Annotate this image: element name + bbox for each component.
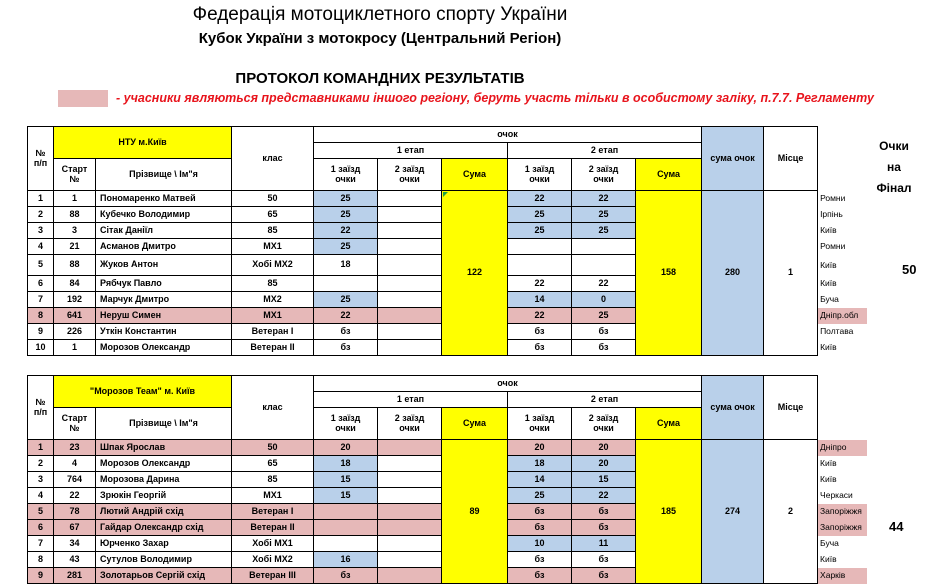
stage-2-race-2 bbox=[572, 239, 636, 255]
rider-class: MX1 bbox=[232, 488, 314, 504]
row-number: 9 bbox=[28, 568, 54, 584]
stage-2-race-2: 15 bbox=[572, 472, 636, 488]
rider-region: Запоріжжя bbox=[818, 504, 867, 520]
stage-1-race-1: 18 bbox=[314, 255, 378, 276]
rider-name: Жуков Антон bbox=[96, 255, 232, 276]
federation-title: Федерація мотоциклетного спорту України bbox=[192, 4, 568, 25]
col-place-header: Місце bbox=[764, 376, 818, 440]
stage-1-race-2 bbox=[378, 440, 442, 456]
team-name: НТУ м.Київ bbox=[54, 127, 232, 159]
row-number: 3 bbox=[28, 472, 54, 488]
final-points-header-text: Очки на Фінал bbox=[876, 139, 912, 195]
row-number: 8 bbox=[28, 308, 54, 324]
stage-2-sum-header: Сума bbox=[636, 159, 702, 191]
start-number: 84 bbox=[54, 276, 96, 292]
team-2-final-points: 44 bbox=[889, 519, 904, 534]
stage-1-sum: 89 bbox=[442, 440, 508, 584]
rider-class: 50 bbox=[232, 191, 314, 207]
rider-name: Лютий Андрій схід bbox=[96, 504, 232, 520]
stage-1-race-1-header: 1 заїзд очки bbox=[314, 159, 378, 191]
stage-2-race-2: 20 bbox=[572, 440, 636, 456]
stage-1-race-1 bbox=[314, 504, 378, 520]
rider-name: Марчук Дмитро bbox=[96, 292, 232, 308]
stage-1-race-1: 16 bbox=[314, 552, 378, 568]
stage-1-sum-header: Сума bbox=[442, 408, 508, 440]
stage-1-race-2 bbox=[378, 340, 442, 356]
rider-name: Золотарьов Сергій схід bbox=[96, 568, 232, 584]
row-number: 3 bbox=[28, 223, 54, 239]
stage-1-race-2 bbox=[378, 255, 442, 276]
rider-region: Ромни bbox=[820, 193, 846, 204]
stage-2-header: 2 етап bbox=[508, 392, 702, 408]
stage-2-race-1: бз bbox=[508, 552, 572, 568]
rider-class: 85 bbox=[232, 276, 314, 292]
stage-2-race-1: 22 bbox=[508, 308, 572, 324]
stage-2-race-2: 25 bbox=[572, 308, 636, 324]
rider-region: Буча bbox=[820, 294, 839, 305]
rider-class: 65 bbox=[232, 456, 314, 472]
rider-region: Запоріжжя bbox=[818, 520, 867, 536]
rider-class: Ветеран ІІ bbox=[232, 340, 314, 356]
rider-region: Ромни bbox=[820, 241, 846, 252]
stage-1-race-1: 25 bbox=[314, 239, 378, 255]
stage-2-race-2: бз bbox=[572, 504, 636, 520]
start-number: 281 bbox=[54, 568, 96, 584]
stage-2-race-1: 25 bbox=[508, 223, 572, 239]
stage-1-race-1 bbox=[314, 520, 378, 536]
start-number: 3 bbox=[54, 223, 96, 239]
stage-2-race-1: 22 bbox=[508, 191, 572, 207]
col-place-header: Місце bbox=[764, 127, 818, 191]
stage-1-race-1: 25 bbox=[314, 207, 378, 223]
rider-name: Сутулов Володимир bbox=[96, 552, 232, 568]
team-place: 2 bbox=[764, 440, 818, 584]
stage-2-race-2-header: 2 заїзд очки bbox=[572, 159, 636, 191]
stage-1-race-2 bbox=[378, 239, 442, 255]
stage-1-race-1: 22 bbox=[314, 223, 378, 239]
rider-name: Кубечко Володимир bbox=[96, 207, 232, 223]
rider-class: Ветеран І bbox=[232, 324, 314, 340]
stage-1-race-2 bbox=[378, 308, 442, 324]
stage-2-race-2: бз bbox=[572, 520, 636, 536]
stage-1-race-2-header: 2 заїзд очки bbox=[378, 159, 442, 191]
total-points: 280 bbox=[702, 191, 764, 356]
rider-region: Харків bbox=[818, 568, 867, 584]
stage-1-race-2 bbox=[378, 472, 442, 488]
start-number: 88 bbox=[54, 255, 96, 276]
stage-1-race-2 bbox=[378, 520, 442, 536]
legend-pink-swatch bbox=[58, 90, 108, 107]
team-table-1 bbox=[27, 126, 867, 356]
stage-2-race-1: бз bbox=[508, 520, 572, 536]
rider-region: Київ bbox=[820, 225, 837, 236]
stage-1-race-2 bbox=[378, 223, 442, 239]
rider-region: Дніпро bbox=[818, 440, 867, 456]
header-blank bbox=[818, 376, 867, 440]
stage-1-race-2 bbox=[378, 456, 442, 472]
start-number: 764 bbox=[54, 472, 96, 488]
rider-class: Ветеран І bbox=[232, 504, 314, 520]
rider-region: Ірпінь bbox=[820, 209, 843, 220]
row-number: 10 bbox=[28, 340, 54, 356]
rider-region: Полтава bbox=[820, 326, 854, 337]
start-number: 21 bbox=[54, 239, 96, 255]
final-points-header bbox=[862, 136, 926, 199]
team-table-2 bbox=[27, 375, 867, 584]
stage-2-race-1-header: 1 заїзд очки bbox=[508, 408, 572, 440]
stage-1-race-1: бз bbox=[314, 324, 378, 340]
rider-region: Київ bbox=[820, 474, 837, 485]
total-points: 274 bbox=[702, 440, 764, 584]
stage-2-sum: 158 bbox=[636, 191, 702, 356]
stage-1-race-1: бз bbox=[314, 568, 378, 584]
stage-2-race-2 bbox=[572, 255, 636, 276]
row-number: 7 bbox=[28, 292, 54, 308]
rider-name: Морозов Олександр bbox=[96, 340, 232, 356]
protocol-title: ПРОТОКОЛ КОМАНДНИХ РЕЗУЛЬТАТІВ bbox=[235, 70, 525, 87]
stage-2-race-1: бз bbox=[508, 324, 572, 340]
rider-name: Гайдар Олександр схід bbox=[96, 520, 232, 536]
cup-title: Кубок України з мотокросу (Центральний Регіон) bbox=[198, 30, 562, 47]
col-sum-points-header: сума очок bbox=[702, 127, 764, 191]
stage-1-race-2 bbox=[378, 504, 442, 520]
start-number: 78 bbox=[54, 504, 96, 520]
stage-2-sum-header: Сума bbox=[636, 408, 702, 440]
stage-1-race-2 bbox=[378, 488, 442, 504]
rider-name: Рябчук Павло bbox=[96, 276, 232, 292]
col-start-header: Старт № bbox=[54, 159, 96, 191]
stage-2-race-1: 20 bbox=[508, 440, 572, 456]
stage-1-race-2 bbox=[378, 276, 442, 292]
rider-class: 85 bbox=[232, 472, 314, 488]
stage-2-race-2: 22 bbox=[572, 276, 636, 292]
rider-name: Морозов Олександр bbox=[96, 456, 232, 472]
stage-2-race-1-header: 1 заїзд очки bbox=[508, 159, 572, 191]
col-no-header: № п/п bbox=[28, 127, 54, 191]
rider-name: Уткін Константин bbox=[96, 324, 232, 340]
stage-1-race-1-header: 1 заїзд очки bbox=[314, 408, 378, 440]
rider-name: Асманов Дмитро bbox=[96, 239, 232, 255]
start-number: 641 bbox=[54, 308, 96, 324]
stage-1-race-1 bbox=[314, 536, 378, 552]
rider-class: Хобі МХ1 bbox=[232, 536, 314, 552]
col-name-header: Прізвище \ Ім"я bbox=[96, 159, 232, 191]
stage-1-race-2 bbox=[378, 568, 442, 584]
stage-2-race-2: бз bbox=[572, 340, 636, 356]
stage-2-race-1: 14 bbox=[508, 292, 572, 308]
rider-name: Неруш Симен bbox=[96, 308, 232, 324]
stage-1-race-2 bbox=[378, 324, 442, 340]
rider-region: Київ bbox=[820, 259, 837, 270]
stage-1-header: 1 етап bbox=[314, 143, 508, 159]
stage-1-race-1: 22 bbox=[314, 308, 378, 324]
row-number: 2 bbox=[28, 456, 54, 472]
stage-1-race-2 bbox=[378, 552, 442, 568]
row-number: 8 bbox=[28, 552, 54, 568]
rider-class: Ветеран ІІІ bbox=[232, 568, 314, 584]
stage-1-sum-header: Сума bbox=[442, 159, 508, 191]
rider-class: Хобі МХ2 bbox=[232, 552, 314, 568]
stage-2-race-1: 25 bbox=[508, 207, 572, 223]
stage-2-race-1: бз bbox=[508, 504, 572, 520]
stage-2-race-2: 25 bbox=[572, 207, 636, 223]
rider-name: Пономаренко Матвей bbox=[96, 191, 232, 207]
stage-2-race-2: бз bbox=[572, 568, 636, 584]
col-sum-points-header: сума очок bbox=[702, 376, 764, 440]
header-blank bbox=[818, 127, 867, 191]
rider-name: Шпак Ярослав bbox=[96, 440, 232, 456]
rider-region: Київ bbox=[820, 342, 837, 353]
stage-2-race-1 bbox=[508, 239, 572, 255]
rider-class: MX1 bbox=[232, 239, 314, 255]
start-number: 43 bbox=[54, 552, 96, 568]
stage-1-sum: 122 bbox=[442, 191, 508, 356]
rider-name: Юрченко Захар bbox=[96, 536, 232, 552]
stage-1-header: 1 етап bbox=[314, 392, 508, 408]
row-number: 6 bbox=[28, 520, 54, 536]
stage-2-race-2: 11 bbox=[572, 536, 636, 552]
rider-region: Київ bbox=[820, 458, 837, 469]
stage-1-race-2 bbox=[378, 536, 442, 552]
stage-2-race-2: 25 bbox=[572, 223, 636, 239]
stage-1-race-2 bbox=[378, 191, 442, 207]
stage-2-race-1: 18 bbox=[508, 456, 572, 472]
stage-1-race-2 bbox=[378, 292, 442, 308]
stage-1-race-2-header: 2 заїзд очки bbox=[378, 408, 442, 440]
row-number: 4 bbox=[28, 488, 54, 504]
rider-class: 65 bbox=[232, 207, 314, 223]
col-points-header: очок bbox=[314, 376, 702, 392]
row-number: 6 bbox=[28, 276, 54, 292]
stage-2-race-2: 22 bbox=[572, 488, 636, 504]
comment-marker-icon bbox=[443, 192, 448, 197]
start-number: 88 bbox=[54, 207, 96, 223]
stage-2-race-1: 14 bbox=[508, 472, 572, 488]
rider-class: Хобі МХ2 bbox=[232, 255, 314, 276]
stage-2-sum: 185 bbox=[636, 440, 702, 584]
rider-class: Ветеран ІІ bbox=[232, 520, 314, 536]
stage-1-race-1: 20 bbox=[314, 440, 378, 456]
row-number: 1 bbox=[28, 191, 54, 207]
rider-class: MX2 bbox=[232, 292, 314, 308]
legend-text: - учасники являються представниками іншого регіону, беруть участь тільки в особистому заліку, п.7.7. Регламенту bbox=[116, 91, 874, 105]
stage-1-race-1: 25 bbox=[314, 292, 378, 308]
team-name: "Морозов Теам" м. Київ bbox=[54, 376, 232, 408]
rider-class: 50 bbox=[232, 440, 314, 456]
stage-1-race-1: 18 bbox=[314, 456, 378, 472]
start-number: 23 bbox=[54, 440, 96, 456]
rider-class: MX1 bbox=[232, 308, 314, 324]
team-1-final-points: 50 bbox=[902, 262, 917, 277]
start-number: 226 bbox=[54, 324, 96, 340]
start-number: 1 bbox=[54, 191, 96, 207]
row-number: 2 bbox=[28, 207, 54, 223]
start-number: 22 bbox=[54, 488, 96, 504]
stage-1-race-2 bbox=[378, 207, 442, 223]
rider-name: Зрюкін Георгій bbox=[96, 488, 232, 504]
stage-2-race-1: 25 bbox=[508, 488, 572, 504]
rider-region: Київ bbox=[820, 554, 837, 565]
stage-2-race-2: 22 bbox=[572, 191, 636, 207]
rider-region: Київ bbox=[820, 278, 837, 289]
col-class-header: клас bbox=[232, 127, 314, 191]
start-number: 192 bbox=[54, 292, 96, 308]
row-number: 4 bbox=[28, 239, 54, 255]
stage-1-race-1: бз bbox=[314, 340, 378, 356]
start-number: 34 bbox=[54, 536, 96, 552]
stage-2-race-2: бз bbox=[572, 552, 636, 568]
stage-2-race-1: бз bbox=[508, 340, 572, 356]
team-place: 1 bbox=[764, 191, 818, 356]
row-number: 7 bbox=[28, 536, 54, 552]
row-number: 5 bbox=[28, 255, 54, 276]
row-number: 5 bbox=[28, 504, 54, 520]
row-number: 1 bbox=[28, 440, 54, 456]
stage-2-race-2: 0 bbox=[572, 292, 636, 308]
stage-1-race-1: 25 bbox=[314, 191, 378, 207]
stage-1-race-1 bbox=[314, 276, 378, 292]
rider-name: Морозова Дарина bbox=[96, 472, 232, 488]
rider-class: 85 bbox=[232, 223, 314, 239]
col-no-header: № п/п bbox=[28, 376, 54, 440]
stage-2-race-1 bbox=[508, 255, 572, 276]
rider-region: Дніпр.обл bbox=[818, 308, 867, 324]
stage-2-race-1: 22 bbox=[508, 276, 572, 292]
col-points-header: очок bbox=[314, 127, 702, 143]
col-name-header: Прізвище \ Ім"я bbox=[96, 408, 232, 440]
start-number: 67 bbox=[54, 520, 96, 536]
start-number: 1 bbox=[54, 340, 96, 356]
stage-2-race-2: бз bbox=[572, 324, 636, 340]
stage-2-header: 2 етап bbox=[508, 143, 702, 159]
stage-1-race-1: 15 bbox=[314, 488, 378, 504]
stage-1-race-1: 15 bbox=[314, 472, 378, 488]
stage-2-race-2: 20 bbox=[572, 456, 636, 472]
col-start-header: Старт № bbox=[54, 408, 96, 440]
stage-2-race-1: бз bbox=[508, 568, 572, 584]
table-row bbox=[28, 440, 867, 456]
col-class-header: клас bbox=[232, 376, 314, 440]
stage-2-race-1: 10 bbox=[508, 536, 572, 552]
rider-name: Сітак Даніїл bbox=[96, 223, 232, 239]
rider-region: Черкаси bbox=[820, 490, 853, 501]
start-number: 4 bbox=[54, 456, 96, 472]
row-number: 9 bbox=[28, 324, 54, 340]
rider-region: Буча bbox=[820, 538, 839, 549]
stage-2-race-2-header: 2 заїзд очки bbox=[572, 408, 636, 440]
